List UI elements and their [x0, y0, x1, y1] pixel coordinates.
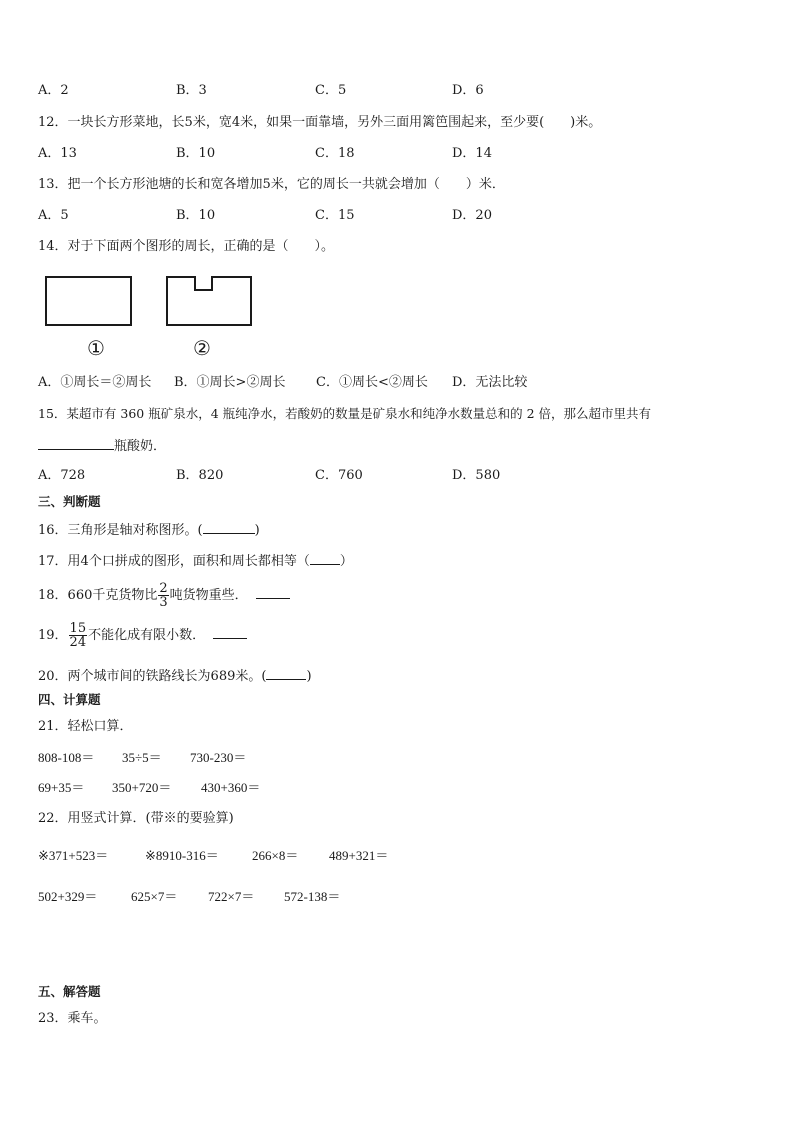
- q18-denominator: 3: [159, 595, 168, 610]
- q20-close: ): [306, 669, 312, 684]
- q19-line: [38, 622, 247, 649]
- q19-post: 不能化成有限小数．: [88, 628, 206, 643]
- q13-text: 13．把一个长方形池塘的长和宽各增加5米，它的周长一共就会增加（ ）米．: [38, 177, 505, 192]
- q11-option-d: D．6: [452, 83, 484, 98]
- q18-fraction: [158, 582, 168, 609]
- q23-text: 23．乘车。: [38, 1011, 107, 1026]
- q16-answer-blank[interactable]: [203, 521, 255, 534]
- q11-option-b: B．3: [176, 83, 207, 98]
- figure-1-label: ①: [87, 336, 105, 360]
- q21-item: 430+360＝: [201, 780, 261, 795]
- q15-text-line2: [38, 437, 166, 455]
- q15-suffix: 瓶酸奶．: [114, 439, 167, 454]
- q18-post: 吨货物重些．: [169, 588, 248, 603]
- q14-option-b: B．①周长>②周长: [174, 375, 286, 390]
- q15-option-b: B．820: [176, 468, 224, 483]
- q13-option-d: D．20: [452, 208, 492, 223]
- q20-line: [38, 667, 312, 685]
- q22-item: 572-138＝: [284, 889, 341, 904]
- q21-item: 69+35＝: [38, 780, 85, 795]
- q11-option-c: C．5: [315, 83, 347, 98]
- q18-answer-blank[interactable]: [256, 586, 290, 599]
- q21-item: 35÷5＝: [122, 750, 162, 765]
- q12-option-a: A．13: [38, 146, 77, 161]
- q22-item: 489+321＝: [329, 848, 389, 863]
- q14-option-c: C．①周长<②周长: [316, 375, 428, 390]
- q13-option-b: B．10: [176, 208, 216, 223]
- q12-option-d: D．14: [452, 146, 492, 161]
- q22-title: 22．用竖式计算．(带※的要验算): [38, 811, 234, 826]
- q22-item: 266×8＝: [252, 848, 299, 863]
- figure-2-label: ②: [193, 336, 211, 360]
- q13-option-c: C．15: [315, 208, 355, 223]
- q16-close: ): [254, 523, 260, 538]
- q18-numerator: 2: [159, 581, 168, 596]
- q21-title: 21．轻松口算．: [38, 719, 133, 734]
- q18-pre: 18．660千克货物比: [38, 588, 158, 603]
- q20-text: 20．两个城市间的铁路线长为689米。(: [38, 669, 267, 684]
- q19-answer-blank[interactable]: [213, 626, 247, 639]
- q21-item: 730-230＝: [190, 750, 247, 765]
- q12-text: 12．一块长方形菜地，长5米，宽4米，如果一面靠墙，另外三面用篱笆围起来，至少要( )米。: [38, 115, 602, 130]
- q15-answer-blank[interactable]: [38, 437, 114, 450]
- q20-answer-blank[interactable]: [266, 667, 306, 680]
- q15-option-c: C．760: [315, 468, 363, 483]
- q17-answer-blank[interactable]: [310, 552, 340, 565]
- figure-1-rectangle: [46, 277, 131, 325]
- q19-pre: 19．: [38, 628, 68, 643]
- q16-line: [38, 521, 260, 539]
- q14-figures: [38, 268, 268, 364]
- q18-line: [38, 582, 290, 609]
- section-4-heading: 四、计算题: [38, 692, 101, 707]
- q17-close: ）: [339, 554, 353, 569]
- q11-option-a: A．2: [38, 83, 69, 98]
- q12-option-b: B．10: [176, 146, 216, 161]
- section-3-heading: 三、判断题: [38, 494, 101, 509]
- q22-item: 502+329＝: [38, 889, 98, 904]
- q12-option-c: C．18: [315, 146, 355, 161]
- q22-item: ※8910-316＝: [145, 848, 219, 863]
- q15-option-d: D．580: [452, 468, 501, 483]
- q19-denominator: 24: [69, 635, 87, 650]
- q15-option-a: A．728: [38, 468, 86, 483]
- q19-fraction: [69, 622, 88, 649]
- figure-2-notched-rectangle: [167, 277, 251, 325]
- q22-item: ※371+523＝: [38, 848, 109, 863]
- q14-option-a: A．①周长＝②周长: [38, 375, 152, 390]
- q14-option-d: D．无法比较: [452, 375, 528, 390]
- q21-item: 350+720＝: [112, 780, 172, 795]
- section-5-heading: 五、解答题: [38, 984, 101, 999]
- q19-numerator: 15: [69, 621, 87, 636]
- q13-option-a: A．5: [38, 208, 69, 223]
- q22-item: 722×7＝: [208, 889, 255, 904]
- q17-line: [38, 552, 353, 570]
- q17-text: 17．用4个口拼成的图形，面积和周长都相等（: [38, 554, 310, 569]
- q21-item: 808-108＝: [38, 750, 95, 765]
- q14-text: 14．对于下面两个图形的周长，正确的是（ ）。: [38, 239, 335, 254]
- q16-text: 16．三角形是轴对称图形。(: [38, 523, 203, 538]
- q15-text-line1: 15．某超市有 360 瓶矿泉水，4 瓶纯净水，若酸奶的数量是矿泉水和纯净水数量总和的 2 倍，那么超市里共有: [38, 406, 652, 421]
- q22-item: 625×7＝: [131, 889, 178, 904]
